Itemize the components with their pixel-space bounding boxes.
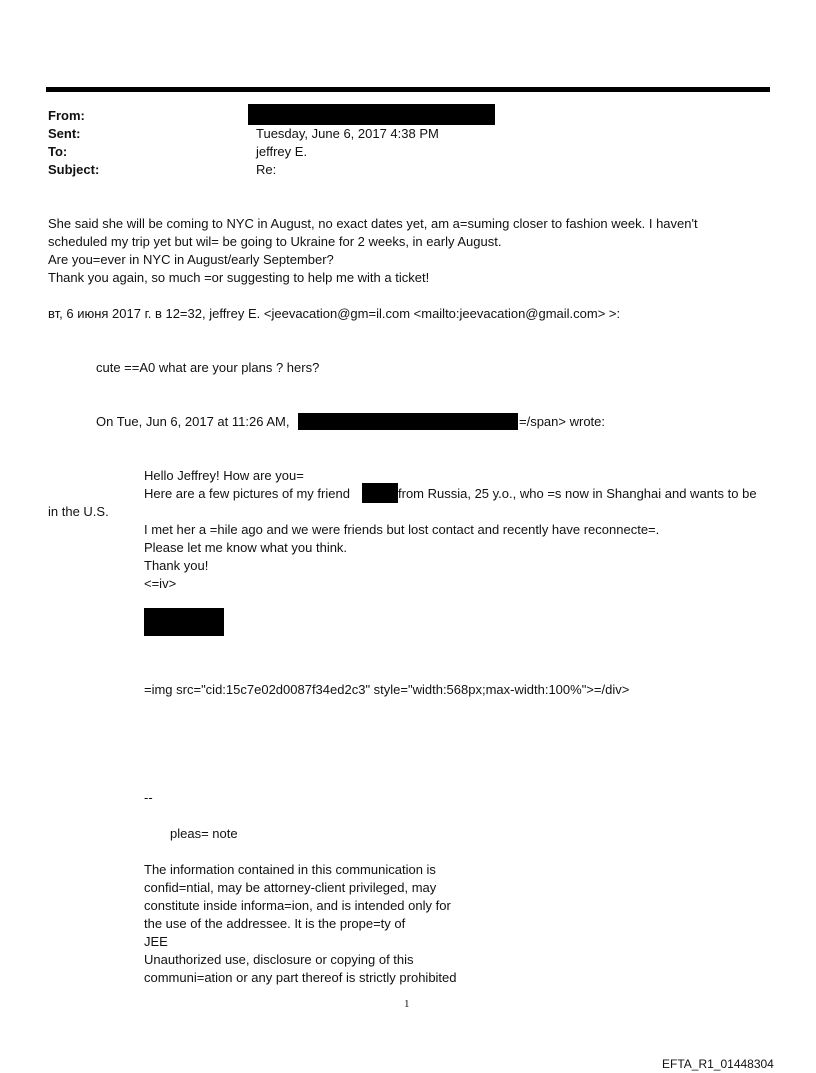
to-value: jeffrey E. [256,144,308,159]
quoted-thanks: Thank you! [144,558,209,573]
disclaimer-line-2: confid=ntial, may be attorney-client privileged, may [144,880,437,895]
on-tue-prefix: On Tue, Jun 6, 2017 at 11:26 AM, [96,414,290,429]
disclaimer-line-1: The information contained in this communication is [144,862,436,877]
from-redaction [248,104,495,125]
quoted-hello: Hello Jeffrey! How are you= [144,468,304,483]
subject-value: Re: [256,162,277,177]
body-line-1: She said she will be coming to NYC in August, no exact dates yet, am a=suming closer to fashion week. I haven't [48,216,698,231]
quoted-pictures-a: Here are a few pictures of my friend [144,486,350,501]
disclaimer-line-7: communi=ation or any part thereof is strictly prohibited [144,970,457,985]
page-number: 1 [404,998,410,1010]
quoted-dashes: -- [144,790,153,805]
quoted-pictures-c: in the U.S. [48,504,109,519]
disclaimer-line-5: JEE [144,934,168,949]
sent-value: Tuesday, June 6, 2017 4:38 PM [256,126,439,141]
sent-label: Sent: [48,126,81,141]
document-id: EFTA_R1_01448304 [662,1057,774,1071]
header-divider-rule [46,87,770,92]
quoted-div-tag: <=iv> [144,576,177,591]
quoted-img-tag: =img src="cid:15c7e02d0087f34ed2c3" style="width:568px;max-width:100%">=/div> [144,682,630,697]
subject-label: Subject: [48,162,100,177]
to-label: To: [48,144,68,159]
disclaimer-line-4: the use of the addressee. It is the prope=ty of [144,916,406,931]
disclaimer-line-6: Unauthorized use, disclosure or copying of this [144,952,414,967]
body-line-2: scheduled my trip yet but wil= be going to Ukraine for 2 weeks, in early August. [48,234,502,249]
sender-redaction [298,413,518,430]
friend-name-redaction [362,483,398,503]
quoted-pictures-b: from Russia, 25 y.o., who =s now in Shanghai and wants to be [398,486,757,501]
quoted-note: pleas= note [170,826,238,841]
disclaimer-line-3: constitute inside informa=ion, and is intended only for [144,898,451,913]
signature-redaction [144,608,224,636]
reply-line: cute ==A0 what are your plans ? hers? [96,360,320,375]
body-line-3: Are you=ever in NYC in August/early September? [48,252,334,267]
from-label: From: [48,108,85,123]
on-tue-suffix: =/span> wrote: [519,414,605,429]
quoted-met: I met her a =hile ago and we were friends but lost contact and recently have reconnecte=. [144,522,660,537]
quote-header-line: вт, 6 июня 2017 г. в 12=32, jeffrey E. <jeevacation@gm=il.com <mailto:jeevacation@gmail.com> >: [48,306,621,321]
quoted-please: Please let me know what you think. [144,540,348,555]
body-line-4: Thank you again, so much =or suggesting to help me with a ticket! [48,270,430,285]
